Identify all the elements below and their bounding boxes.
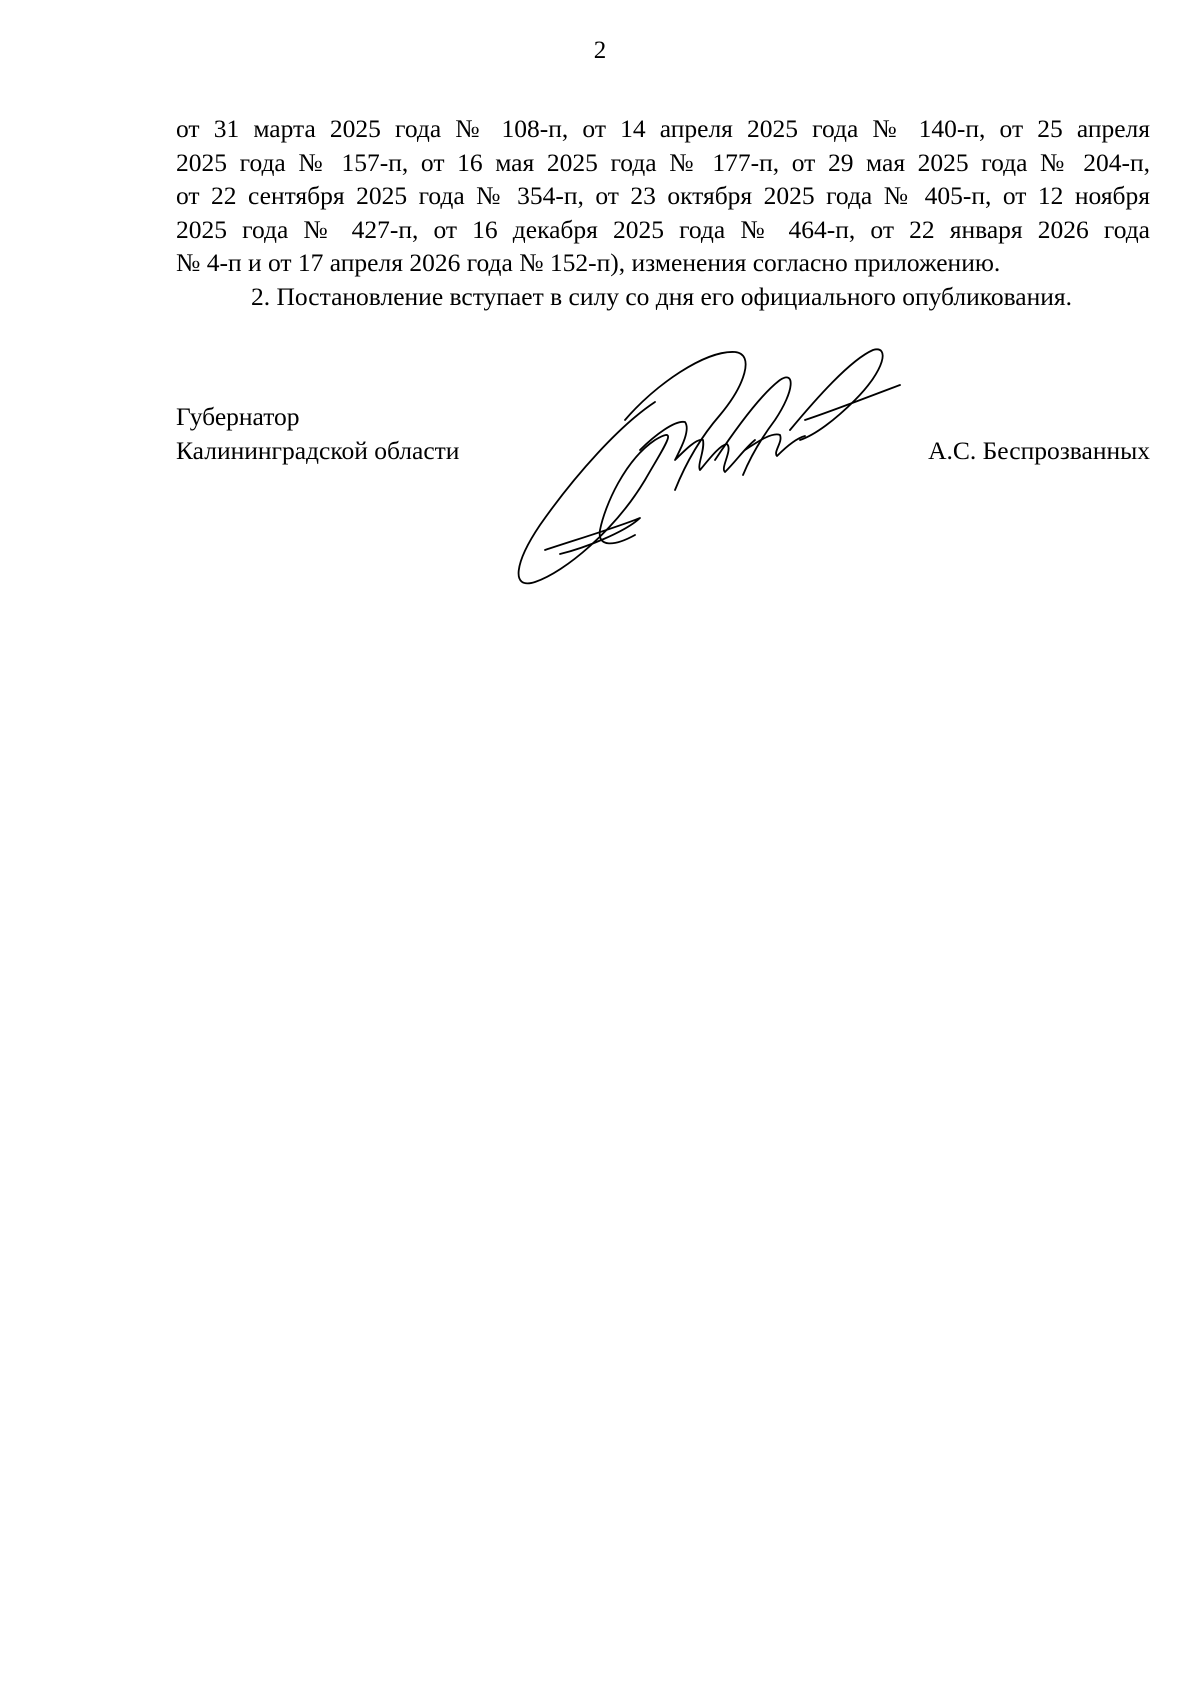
handwritten-signature xyxy=(505,340,945,595)
text-line: 2025 года № 157-п, от 16 мая 2025 года № 177-п, от 29 мая 2025 года № 204-п, xyxy=(176,147,1150,177)
paragraph-entry-into-force: 2. Постановление вступает в силу со дня его официального опубликования. xyxy=(251,281,1072,311)
paragraph-amendments-list xyxy=(176,112,1150,280)
text-line: № 4-п и от 17 апреля 2026 года № 152-п), изменения согласно приложению. xyxy=(176,248,1001,278)
text-line: от 22 сентября 2025 года № 354-п, от 23 октября 2025 года № 405-п, от 12 ноября xyxy=(176,181,1150,211)
signature-stroke xyxy=(519,402,669,583)
signature-stroke xyxy=(790,349,883,440)
signer-title-line-2: Калининградской области xyxy=(176,435,460,465)
document-body xyxy=(176,112,1150,314)
text-line: от 31 марта 2025 года № 108-п, от 14 апреля 2025 года № 140-п, от 25 апреля xyxy=(176,114,1150,143)
page-number: 2 xyxy=(593,37,607,64)
signature-stroke xyxy=(545,518,640,554)
signature-stroke xyxy=(805,385,900,420)
signer-name: А.С. Беспрозванных xyxy=(928,436,1150,465)
text-line: 2025 года № 427-п, от 16 декабря 2025 года № 464-п, от 22 января 2026 года xyxy=(176,214,1150,244)
signer-title-line-1: Губернатор xyxy=(176,402,300,431)
signer-title xyxy=(176,400,459,467)
